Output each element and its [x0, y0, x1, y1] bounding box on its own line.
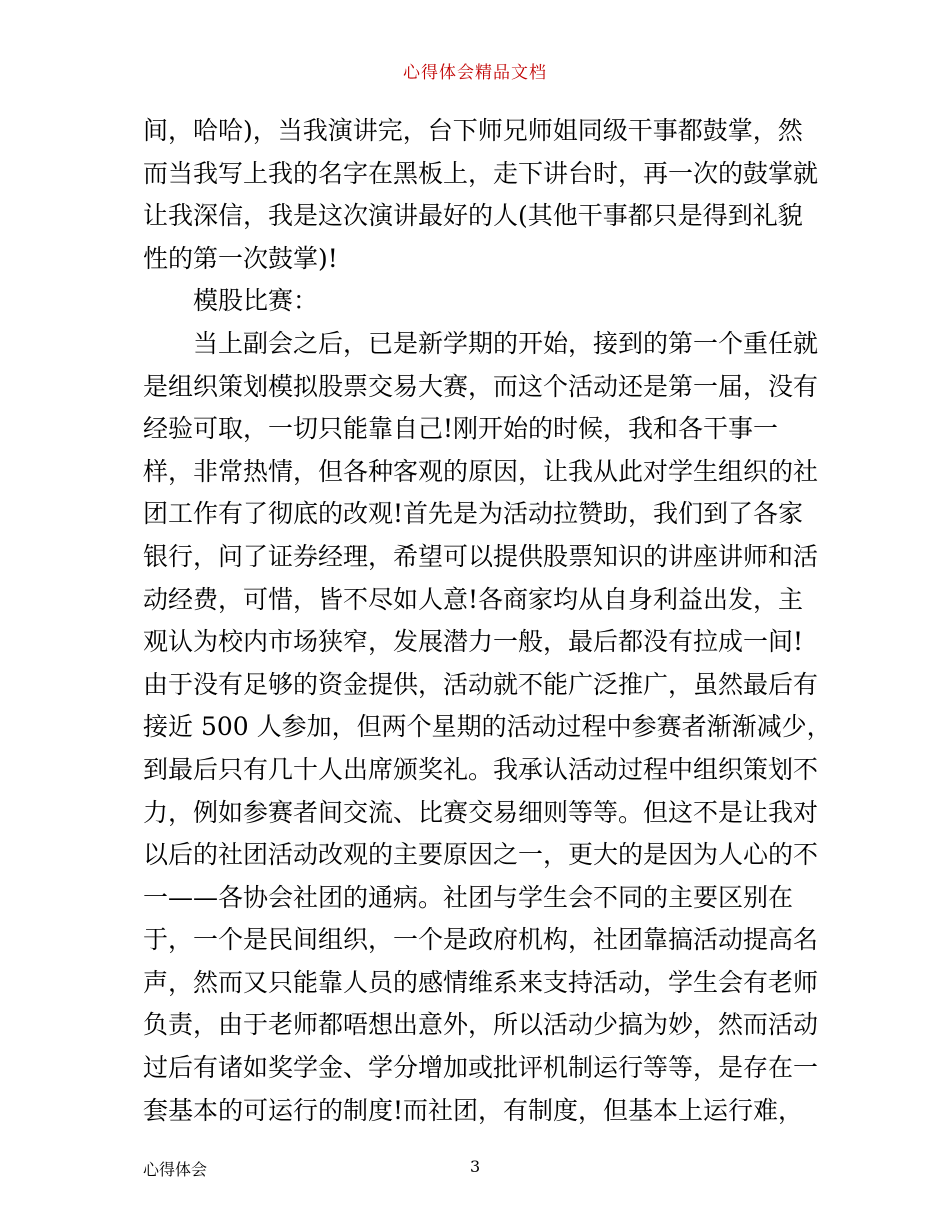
text-line: 性的第一次鼓掌)!	[143, 243, 338, 273]
text-line: 声，然而又只能靠人员的感情维系来支持活动，学生会有老师	[143, 967, 819, 997]
text-line: 接近 500 人参加，但两个星期的活动过程中参赛者渐渐减少，	[143, 712, 832, 742]
text-line: 而当我写上我的名字在黑板上，走下讲台时，再一次的鼓掌就	[143, 158, 819, 188]
text-line: 是组织策划模拟股票交易大赛，而这个活动还是第一届，没有	[143, 371, 819, 401]
text-line: 经验可取，一切只能靠自己!刚开始的时候，我和各干事一	[143, 414, 779, 444]
text-line: 力，例如参赛者间交流、比赛交易细则等等。但这不是让我对	[143, 797, 819, 827]
document-header-title: 心得体会精品文档	[403, 63, 547, 83]
text-line: 银行，问了证券经理，希望可以提供股票知识的讲座讲师和活	[143, 541, 819, 571]
text-line: 观认为校内市场狭窄，发展潜力一般，最后都没有拉成一间!	[143, 627, 804, 657]
text-line: 于，一个是民间组织，一个是政府机构，社团靠搞活动提高名	[143, 925, 819, 955]
text-line: 一——各协会社团的通病。社团与学生会不同的主要区别在	[143, 882, 794, 912]
text-line: 当上副会之后，已是新学期的开始，接到的第一个重任就	[193, 328, 819, 358]
text-line: 负责，由于老师都唔想出意外，所以活动少搞为妙，然而活动	[143, 1010, 819, 1040]
text-line: 间，哈哈)，当我演讲完，台下师兄师姐同级干事都鼓掌，然	[143, 116, 803, 145]
text-line: 到最后只有几十人出席颁奖礼。我承认活动过程中组织策划不	[143, 754, 819, 784]
page-number: 3	[470, 1157, 481, 1176]
text-line: 团工作有了彻底的改观!首先是为活动拉赞助，我们到了各家	[143, 499, 804, 529]
footer-label: 心得体会	[143, 1160, 208, 1179]
document-body	[143, 110, 832, 1132]
text-line: 以后的社团活动改观的主要原因之一，更大的是因为人心的不	[143, 840, 819, 870]
text-line: 样，非常热情，但各种客观的原因，让我从此对学生组织的社	[143, 456, 819, 486]
text-line: 动经费，可惜，皆不尽如人意!各商家均从自身利益出发，主	[143, 584, 804, 614]
text-line: 由于没有足够的资金提供，活动就不能广泛推广，虽然最后有	[143, 669, 819, 699]
text-line: 套基本的可运行的制度!而社团，有制度，但基本上运行难，	[143, 1095, 804, 1125]
text-line: 让我深信，我是这次演讲最好的人(其他干事都只是得到礼貌	[143, 201, 803, 231]
section-heading: 模股比赛：	[193, 286, 319, 316]
text-line: 过后有诸如奖学金、学分增加或批评机制运行等等，是存在一	[143, 1053, 819, 1083]
